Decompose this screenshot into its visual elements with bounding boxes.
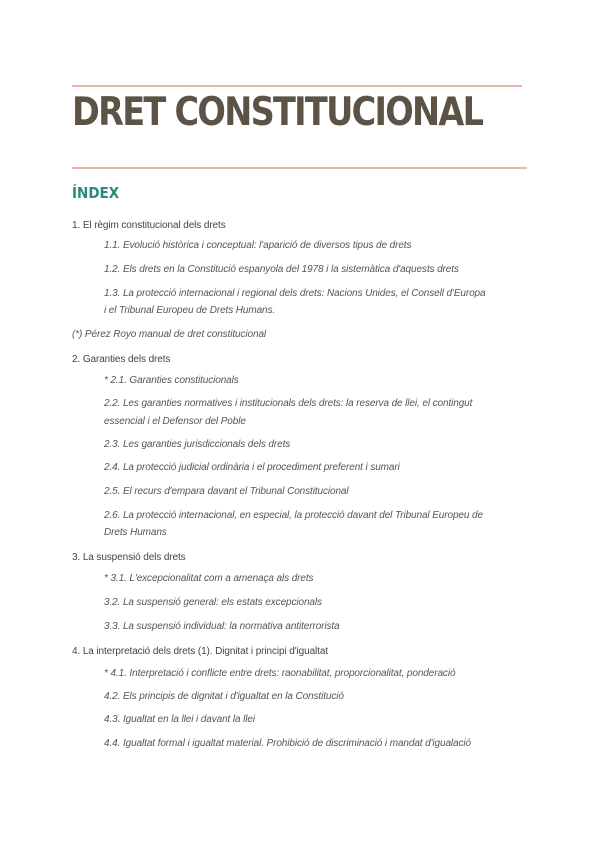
section-2-heading: 2. Garanties dels drets bbox=[72, 354, 171, 365]
subsection-2-3: 2.3. Les garanties jurisdiccionals dels drets bbox=[104, 439, 291, 450]
index-heading: ÍNDEX bbox=[72, 184, 120, 202]
subsection-2-2-line2: essencial i el Defensor del Poble bbox=[104, 416, 246, 427]
subsection-3-3: 3.3. La suspensió individual: la normativa antiterrorista bbox=[104, 621, 340, 632]
subsection-4-4: 4.4. Igualtat formal i igualtat material. Prohibició de discriminació i mandat d'igualació bbox=[104, 738, 471, 749]
subsection-4-1: * 4.1. Interpretació i conflicte entre drets: raonabilitat, proporcionalitat, ponderació bbox=[104, 668, 456, 679]
section-3-heading: 3. La suspensió dels drets bbox=[72, 552, 186, 563]
subsection-3-2: 3.2. La suspensió general: els estats excepcionals bbox=[104, 597, 322, 608]
reference-note: (*) Pérez Royo manual de dret constitucional bbox=[72, 329, 267, 340]
subsection-2-4: 2.4. La protecció judicial ordinària i el procediment preferent i sumari bbox=[104, 462, 400, 473]
subsection-4-2: 4.2. Els principis de dignitat i d'igualtat en la Constitució bbox=[104, 691, 344, 702]
subsection-4-3: 4.3. Igualtat en la llei i davant la llei bbox=[104, 714, 255, 725]
subsection-2-2-line1: 2.2. Les garanties normatives i institucionals dels drets: la reserva de llei, el contingut bbox=[104, 398, 473, 409]
subsection-2-5: 2.5. El recurs d'empara davant el Tribunal Constitucional bbox=[104, 486, 349, 497]
subsection-2-6-line2: Drets Humans bbox=[104, 527, 167, 538]
section-4-heading: 4. La interpretació dels drets (1). Dignitat i principi d'igualtat bbox=[72, 646, 328, 657]
section-1-heading: 1. El règim constitucional dels drets bbox=[72, 220, 226, 231]
subsection-2-6-line1: 2.6. La protecció internacional, en especial, la protecció davant del Tribunal Europeu de bbox=[104, 510, 483, 521]
subsection-3-1: * 3.1. L'excepcionalitat com a amenaça als drets bbox=[104, 573, 314, 584]
title-top-rule bbox=[72, 85, 522, 87]
title-bottom-rule bbox=[72, 167, 527, 169]
subsection-2-1: * 2.1. Garanties constitucionals bbox=[104, 375, 239, 386]
subsection-1-1: 1.1. Evolució històrica i conceptual: l'aparició de diversos tipus de drets bbox=[104, 240, 412, 251]
subsection-1-3-line1: 1.3. La protecció internacional i regional dels drets: Nacions Unides, el Consell d'Europa bbox=[104, 288, 486, 299]
subsection-1-3-line2: i el Tribunal Europeu de Drets Humans. bbox=[104, 305, 276, 316]
document-title: DRET CONSTITUCIONAL bbox=[72, 90, 483, 135]
subsection-1-2: 1.2. Els drets en la Constitució espanyola del 1978 i la sistemàtica d'aquests drets bbox=[104, 264, 459, 275]
